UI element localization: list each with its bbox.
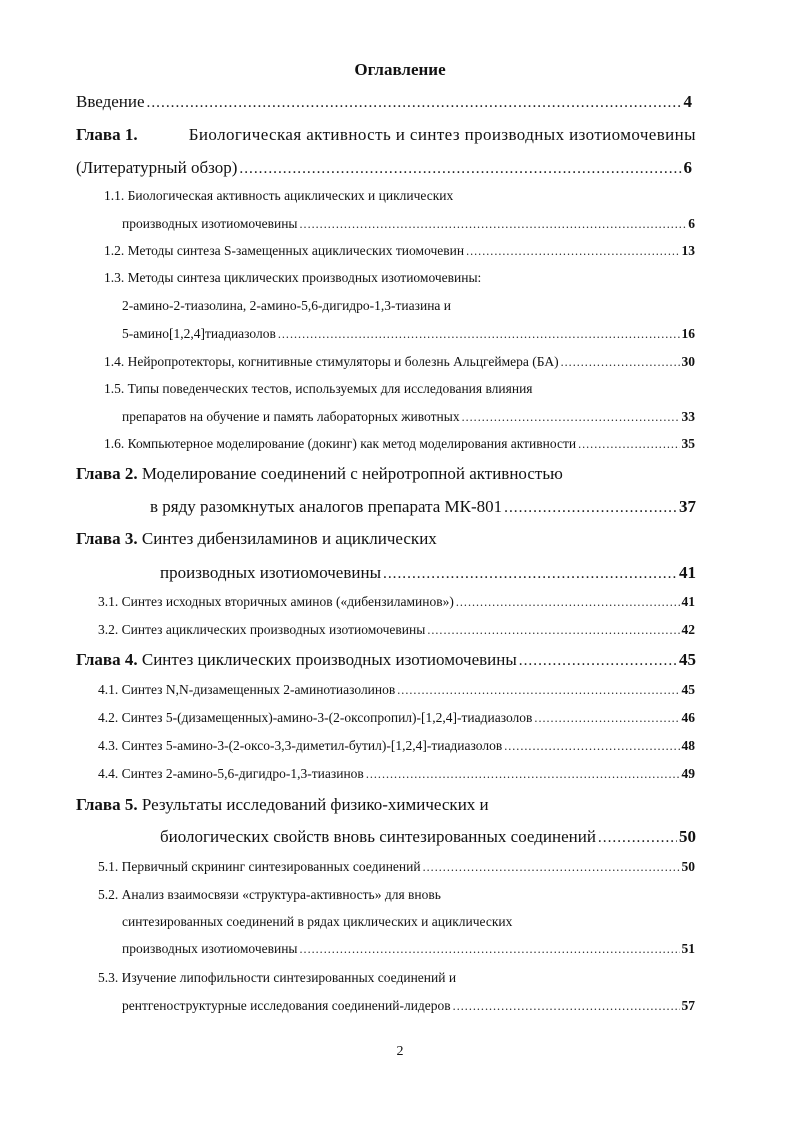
toc-leader bbox=[504, 739, 679, 754]
toc-page-number: 45 bbox=[679, 650, 696, 669]
toc-leader bbox=[504, 499, 677, 517]
toc-page-number: 41 bbox=[681, 594, 695, 609]
toc-section-5-2-line3[interactable] bbox=[122, 941, 695, 957]
chapter-title: Синтез дибензиламинов и ациклических bbox=[141, 529, 437, 548]
toc-entry-text: 5.2. Анализ взаимосвязи «структура-активность» для вновь bbox=[98, 887, 441, 902]
chapter-title: Синтез циклических производных изотиомочевины bbox=[141, 650, 517, 669]
toc-entry-text: 1.3. Методы синтеза циклических производных изотиомочевины: bbox=[104, 270, 482, 285]
toc-leader bbox=[456, 595, 680, 610]
toc-chapter-3-line1[interactable] bbox=[76, 529, 437, 549]
toc-section-4-3[interactable] bbox=[98, 738, 695, 754]
chapter-label: Глава 3. bbox=[76, 529, 138, 548]
toc-entry-text: 2-амино-2-тиазолина, 2-амино-5,6-дигидро-1,3-тиазина и bbox=[122, 298, 452, 313]
toc-leader bbox=[397, 683, 679, 698]
chapter-label: Глава 2. bbox=[76, 464, 138, 483]
chapter-label: Глава 5. bbox=[76, 795, 138, 814]
toc-leader bbox=[534, 711, 679, 726]
toc-section-4-1[interactable] bbox=[98, 682, 695, 698]
toc-chapter-2-line1[interactable] bbox=[76, 464, 563, 484]
chapter-title: Моделирование соединений с нейротропной активностью bbox=[141, 464, 563, 483]
toc-entry-text bbox=[76, 650, 517, 670]
toc-section-1-3-line2[interactable] bbox=[122, 298, 451, 314]
toc-title: Оглавление bbox=[354, 60, 446, 79]
toc-page-number: 50 bbox=[679, 827, 696, 846]
toc-chapter-1-line2[interactable] bbox=[76, 158, 692, 178]
toc-leader bbox=[427, 623, 679, 638]
toc-entry-text: 3.2. Синтез ациклических производных изотиомочевины bbox=[98, 622, 426, 637]
toc-leader bbox=[383, 565, 677, 583]
toc-entry-text: Введение bbox=[76, 92, 145, 111]
toc-page-number: 30 bbox=[681, 354, 695, 369]
toc-page-number: 42 bbox=[681, 622, 695, 637]
chapter-title: Биологическая активность и синтез производных изотиомочевины bbox=[188, 125, 696, 144]
toc-entry-text: рентгеноструктурные исследования соединений-лидеров bbox=[122, 998, 451, 1013]
toc-section-5-2-line2[interactable] bbox=[122, 914, 512, 930]
page-number: 2 bbox=[396, 1044, 404, 1059]
toc-section-1-3-line3[interactable] bbox=[122, 326, 695, 342]
toc-page-number: 4 bbox=[683, 92, 692, 111]
toc-section-5-2-line1[interactable] bbox=[98, 887, 441, 903]
toc-entry-text: 5-амино[1,2,4]тиадиазолов bbox=[122, 326, 276, 341]
toc-leader bbox=[598, 829, 677, 847]
toc-chapter-5-line1[interactable] bbox=[76, 795, 489, 815]
toc-section-3-1[interactable] bbox=[98, 594, 695, 610]
toc-entry-text: 3.1. Синтез исходных вторичных аминов («дибензиламинов») bbox=[98, 594, 454, 609]
toc-entry-text: биологических свойств вновь синтезированных соединений bbox=[160, 827, 596, 846]
toc-section-1-5-line2[interactable] bbox=[122, 409, 695, 425]
toc-section-4-4[interactable] bbox=[98, 766, 695, 782]
toc-section-4-2[interactable] bbox=[98, 710, 695, 726]
toc-page-number: 6 bbox=[683, 158, 692, 177]
toc-section-1-5-line1[interactable] bbox=[104, 381, 533, 397]
toc-page-number: 35 bbox=[681, 436, 695, 451]
toc-leader bbox=[147, 94, 682, 112]
toc-page-number: 57 bbox=[681, 998, 695, 1013]
chapter-label: Глава 1. bbox=[76, 125, 138, 144]
toc-page-number: 49 bbox=[681, 766, 695, 781]
toc-section-3-2[interactable] bbox=[98, 622, 695, 638]
chapter-title: Результаты исследований физико-химических и bbox=[141, 795, 489, 814]
toc-entry-intro[interactable] bbox=[76, 92, 692, 112]
toc-section-5-3-line2[interactable] bbox=[122, 998, 695, 1014]
toc-entry-text: 4.2. Синтез 5-(дизамещенных)-амино-3-(2-оксопропил)-[1,2,4]-тиадиазолов bbox=[98, 710, 533, 725]
toc-section-1-1-line1[interactable] bbox=[104, 188, 453, 204]
toc-section-5-3-line1[interactable] bbox=[98, 970, 456, 986]
toc-chapter-1-line1[interactable] bbox=[76, 125, 696, 145]
toc-entry-text: препаратов на обучение и память лабораторных животных bbox=[122, 409, 460, 424]
toc-leader bbox=[466, 244, 679, 259]
toc-leader bbox=[300, 217, 687, 232]
toc-entry-text: производных изотиомочевины bbox=[122, 941, 298, 956]
toc-section-1-6[interactable] bbox=[104, 436, 695, 452]
toc-leader bbox=[300, 942, 680, 957]
toc-leader bbox=[423, 860, 680, 875]
toc-chapter-5-line2[interactable] bbox=[160, 827, 696, 847]
toc-entry-text: 1.4. Нейропротекторы, когнитивные стимуляторы и болезнь Альцгеймера (БА) bbox=[104, 354, 559, 369]
toc-page-number: 33 bbox=[681, 409, 695, 424]
toc-leader bbox=[239, 160, 681, 178]
toc-entry-text: 5.1. Первичный скрининг синтезированных соединений bbox=[98, 859, 421, 874]
toc-entry-text: 1.2. Методы синтеза S-замещенных ациклических тиомочевин bbox=[104, 243, 465, 258]
toc-leader bbox=[453, 999, 680, 1014]
toc-page-number: 41 bbox=[679, 563, 696, 582]
toc-chapter-2-line2[interactable] bbox=[150, 497, 696, 517]
toc-section-1-1-line2[interactable] bbox=[122, 216, 695, 232]
toc-page-number: 50 bbox=[681, 859, 695, 874]
toc-chapter-4[interactable] bbox=[76, 650, 696, 670]
toc-entry-text: 1.5. Типы поведенческих тестов, используемых для исследования влияния bbox=[104, 381, 533, 396]
toc-page-number: 48 bbox=[681, 738, 695, 753]
toc-page-number: 13 bbox=[681, 243, 695, 258]
toc-leader bbox=[278, 327, 680, 342]
toc-page-number: 37 bbox=[679, 497, 696, 516]
toc-entry-text: производных изотиомочевины bbox=[160, 563, 381, 582]
toc-entry-text: 5.3. Изучение липофильности синтезированных соединений и bbox=[98, 970, 457, 985]
toc-leader bbox=[561, 355, 680, 370]
toc-page-number: 46 bbox=[681, 710, 695, 725]
toc-leader bbox=[519, 652, 677, 670]
toc-leader bbox=[366, 767, 680, 782]
toc-section-5-1[interactable] bbox=[98, 859, 695, 875]
toc-page-number: 6 bbox=[688, 216, 695, 231]
toc-entry-text: 4.4. Синтез 2-амино-5,6-дигидро-1,3-тиазинов bbox=[98, 766, 364, 781]
toc-page-number: 51 bbox=[681, 941, 695, 956]
toc-section-1-3-line1[interactable] bbox=[104, 270, 481, 286]
toc-page-number: 45 bbox=[681, 682, 695, 697]
toc-entry-text: синтезированных соединений в рядах циклических и ациклических bbox=[122, 914, 513, 929]
toc-chapter-3-line2[interactable] bbox=[160, 563, 696, 583]
toc-entry-text: 1.6. Компьютерное моделирование (докинг) как метод моделирования активности bbox=[104, 436, 577, 451]
toc-page-number: 16 bbox=[681, 326, 695, 341]
toc-entry-text: производных изотиомочевины bbox=[122, 216, 298, 231]
toc-leader bbox=[578, 437, 679, 452]
toc-leader bbox=[462, 410, 680, 425]
toc-entry-text: 1.1. Биологическая активность ациклических и циклических bbox=[104, 188, 454, 203]
toc-entry-text: (Литературный обзор) bbox=[76, 158, 238, 177]
toc-section-1-4[interactable] bbox=[104, 354, 695, 370]
toc-entry-text: в ряду разомкнутых аналогов препарата МК-801 bbox=[150, 497, 503, 516]
toc-section-1-2[interactable] bbox=[104, 243, 695, 259]
toc-entry-text: 4.3. Синтез 5-амино-3-(2-оксо-3,3-диметил-бутил)-[1,2,4]-тиадиазолов bbox=[98, 738, 503, 753]
chapter-label: Глава 4. bbox=[76, 650, 138, 669]
toc-entry-text: 4.1. Синтез N,N-дизамещенных 2-аминотиазолинов bbox=[98, 682, 396, 697]
